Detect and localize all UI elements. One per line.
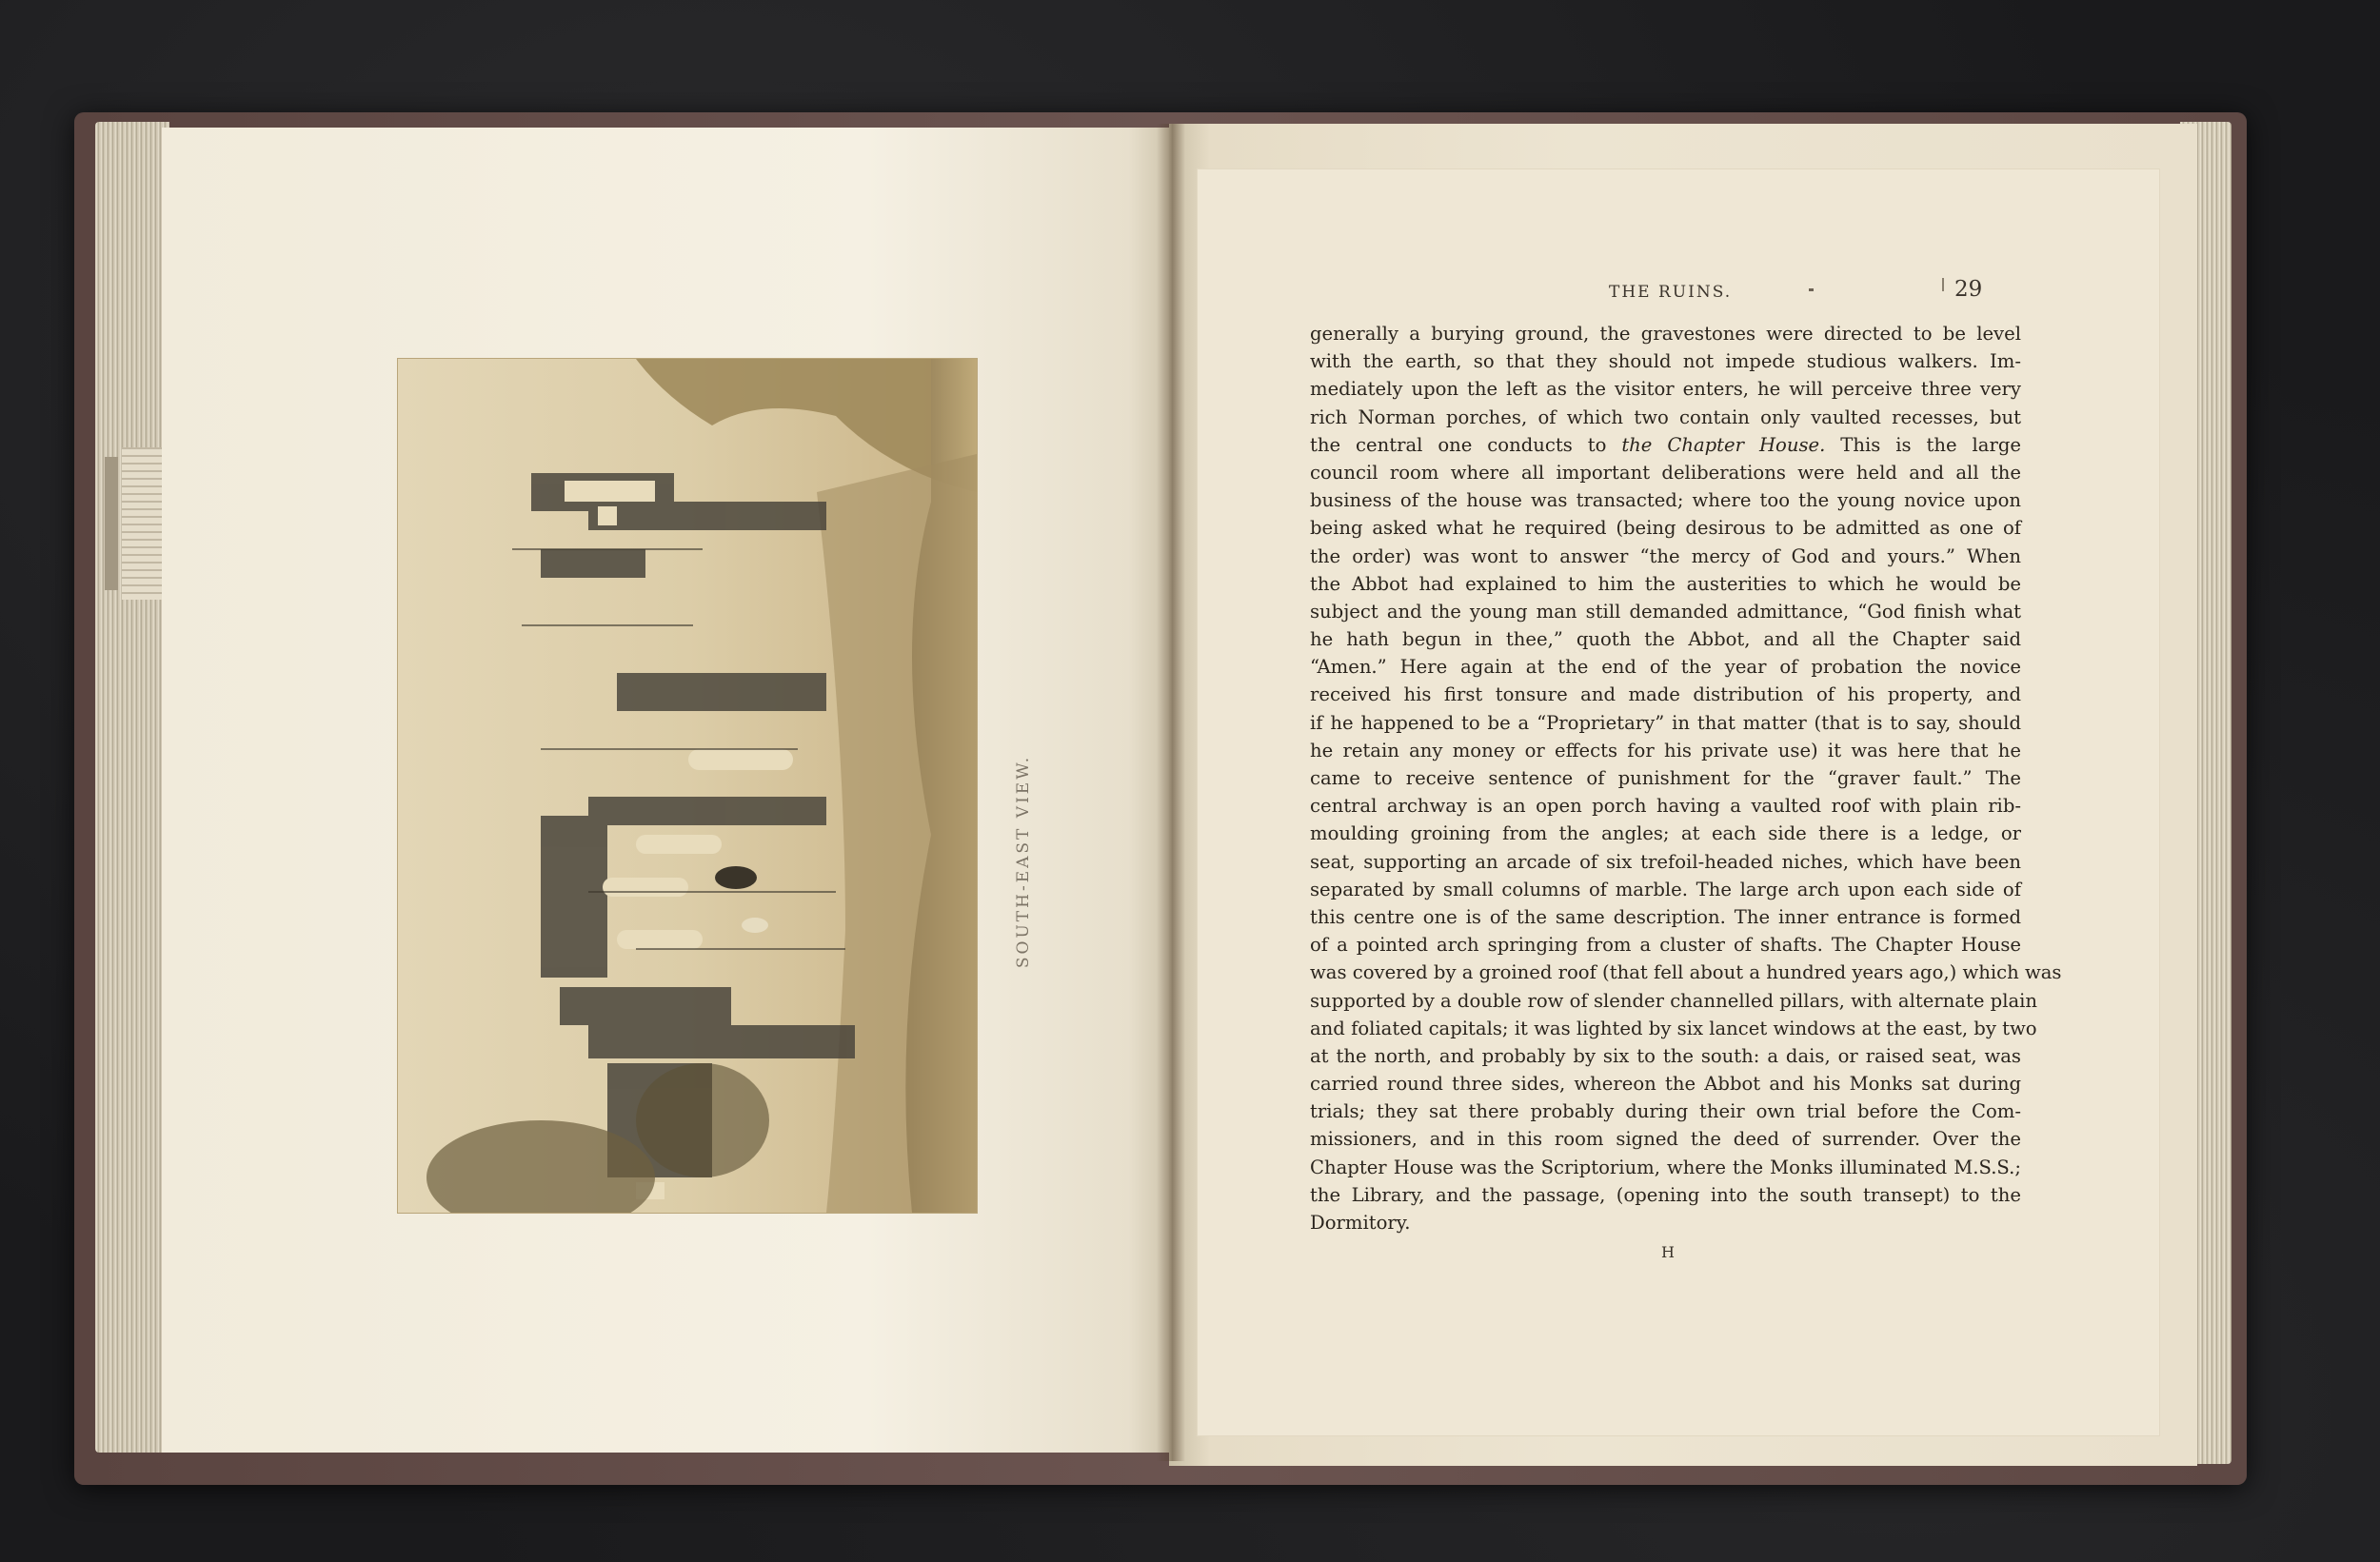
text-line: came to receive sentence of punishment for the “graver fault.” The [1310,767,2021,789]
text-line: supported by a double row of slender channelled pillars, with alternate plain [1310,989,2038,1012]
abbey-ruins-photograph [398,359,977,1213]
binding-tab [105,457,118,590]
text-line: Chapter House was the Scriptorium, where the Monks illuminated M.S.S.; [1310,1156,2021,1178]
text-line: trials; they sat there probably during their own trial before the Com- [1310,1100,2021,1123]
text-line: he hath begun in thee,” quoth the Abbot, and all the Chapter said [1310,628,2021,651]
text-line: he retain any money or effects for his private use) it was here that he [1310,739,2021,761]
text-line: if he happened to be a “Proprietary” in that matter (that is to say, should [1310,711,2021,734]
text-line: “Amen.” Here again at the end of the year of probation the novice [1310,656,2021,679]
left-page-stack [95,122,169,1453]
text-line: mediately upon the left as the visitor enters, he will perceive three very [1310,378,2021,401]
page-body-text [1310,320,2062,1236]
signature-mark: H [1661,1243,1675,1261]
text-line: Dormitory. [1310,1212,1411,1234]
text-line: this centre one is of the same description. The inner entrance is formed [1310,905,2021,928]
text-line: the Abbot had explained to him the austerities to which he would be [1310,572,2021,595]
text-line: the order) was wont to answer “the mercy of God and yours.” When [1310,544,2021,567]
text-line: central archway is an open porch having a vaulted roof with plain rib- [1310,795,2021,818]
text-line: of a pointed arch springing from a cluster of shafts. The Chapter House [1310,934,2021,957]
text-line: generally a burying ground, the gravestones were directed to be level [1310,323,2021,345]
text-line: rich Norman porches, of which two contain only vaulted recesses, but [1310,405,2021,428]
header-ornament [1809,288,1814,291]
book-gutter [1157,124,1185,1461]
text-line: and foliated capitals; it was lighted by six lancet windows at the east, by two [1310,1017,2037,1039]
text-line: being asked what he required (being desirous to be admitted as one of [1310,517,2021,540]
header-tick [1942,278,1944,291]
running-head: THE RUINS. [1609,283,1733,302]
text-line: council room where all important deliberations were held and all the [1310,461,2021,484]
page-number: 29 [1954,277,1983,302]
text-line: moulding groining from the angles; at each side there is a ledge, or [1310,822,2021,845]
photo-caption-text: SOUTH-EAST VIEW. [1014,754,1033,969]
text-line: carried round three sides, whereon the Abbot and his Monks sat during [1310,1073,2021,1096]
text-line: at the north, and probably by six to the south: a dais, or raised seat, was [1310,1044,2021,1067]
text-line: with the earth, so that they should not impede studious walkers. Im- [1310,350,2021,373]
text-line: business of the house was transacted; where too the young novice upon [1310,489,2021,512]
text-line: seat, supporting an arcade of six trefoil-headed niches, which have been [1310,850,2021,873]
text-line: was covered by a groined roof (that fell about a hundred years ago,) which was [1310,961,2062,984]
text-line: received his first tonsure and made distribution of his property, and [1310,683,2021,706]
text-line: separated by small columns of marble. The large arch upon each side of [1310,878,2021,900]
text-line: subject and the young man still demanded admittance, “God finish what [1310,600,2021,623]
text-line: missioners, and in this room signed the deed of surrender. Over the [1310,1128,2021,1151]
italic-phrase: the Chapter House. [1621,433,1826,456]
text-line: the Library, and the passage, (opening into the south transept) to the [1310,1183,2021,1206]
binding-label [122,447,166,600]
text-line: the central one conducts to the Chapter House. This is the large [1310,433,2021,456]
